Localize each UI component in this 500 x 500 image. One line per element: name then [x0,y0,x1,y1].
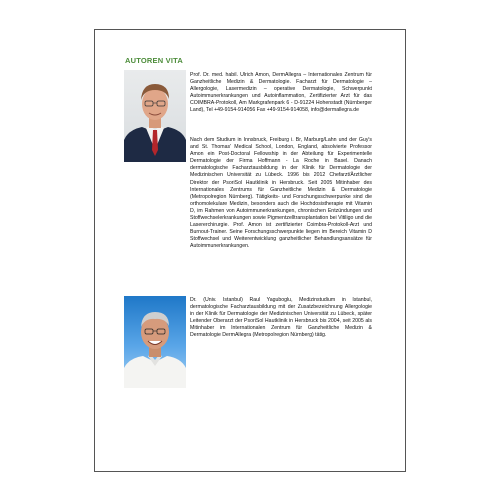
author2-portrait-icon [124,296,186,388]
section-heading: AUTOREN VITA [125,56,183,65]
author2-bio: Dr. (Univ. Istanbul) Raul Yaguboglu, Medizinstudium in Istanbul, dermatologische Facharztausbildung mit der Zusatzbezeichnung Allergologie in der Klinik für Dermatologie der Medizinischen Universität zu Lübeck, später Leitender Oberarzt der PsoriSol Hautklinik in Hersbruck bis 2004, seit 2005 als Mitinhaber im Internationalen Zentrum für Ganzheitliche Medizin & Dermatologie DermAllegra (Metropolregion Nürnberg) tätig. [190,297,372,339]
author1-bio-intro: Prof. Dr. med. habil. Ulrich Amon, DermAllegra – Internationales Zentrum für Ganzheitliche Medizin & Dermatologie. Facharzt für Dermatologie – Allergologie, Lasermedizin – operative Dermatologie, Schwerpunkt Autoimmunerkrankungen und Autoinflammation, Zertifizierter Arzt für das COIMBRA-Protokoll, Am Markgrafenpark 6 - D-91224 Hohenstadt (Nürnberger Land), Tel +49-9154-914056 Fax +49-9154-914058, info@dermallegra.de [190,72,372,114]
author2-photo [124,296,186,388]
author1-photo [124,70,186,162]
author1-portrait-icon [124,70,186,162]
author1-bio-career: Nach dem Studium in Innsbruck, Freiburg i. Br, Marburg/Lahn und der Guy's and St. Thomas' Medical School, London, England, absolvierte Professor Amon ein Post-Doctoral Fellowship in der Abteilung für Experimentelle Dermatologie der Firma Hoffmann - La Roche in Basel. Danach dermatologische Facharztausbildung in der Klinik für Dermatologie der Medizinischen Universität zu Lübeck. 1996 bis 2012 Chefarzt/Ärztlicher Direktor der PsoriSol Hautklinik in Hersbruck. Seit 2005 Mitinhaber des Internationales Zentrums für Ganzheitliche Medizin & Dermatologie (Metropolregion Nürnberg). Tätigkeits- und Forschungsschwerpunke sind die orthomolekulare Medizin, besonders auch die Hochdosistherapie mit Vitamin D, im Rahmen von Autoimmunerkrankungen, chronischen Entzündungen und Stoffwechselerkrankungen sowie Pigmentzelltransplantation bei Vitiligo und die Lasererchirurgie. Prof. Amon ist zertifizierter Coimbra-Protokoll-Arzt und Burnout-Trainer. Seine Forschungsschwerpunkte liegen im Bereich Vitamin D Stoffwechsel und Weiterentwicklung ganzheitlicher Behandlungsansätze für Autoimmunerkrankungen. [190,137,372,250]
